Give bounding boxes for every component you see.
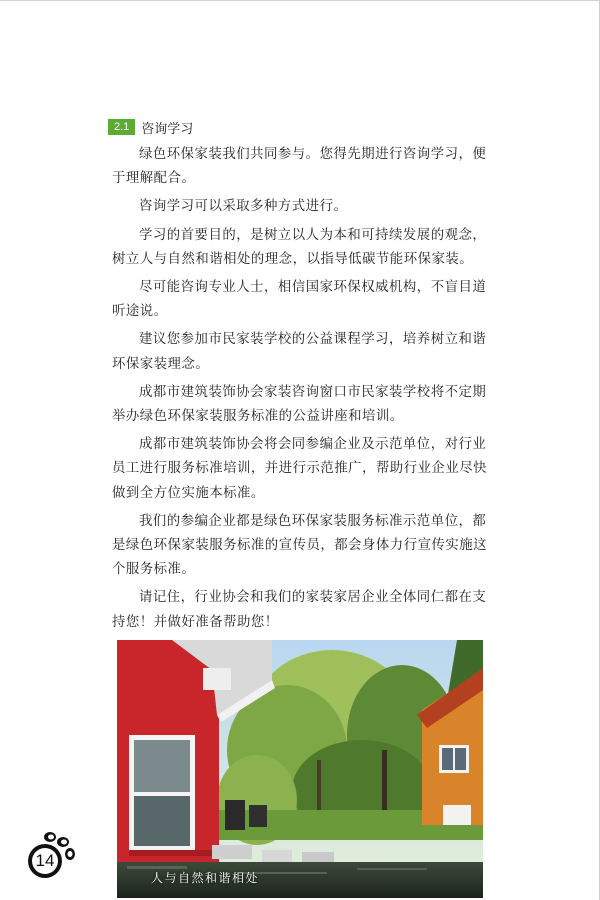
page-number: 14	[35, 851, 55, 870]
paragraph: 绿色环保家装我们共同参与。您得先期进行咨询学习，便于理解配合。	[112, 147, 487, 187]
section-heading	[108, 119, 193, 135]
page-number-badge	[22, 830, 76, 880]
section-title: 咨询学习	[141, 121, 194, 137]
paragraph: 成都市建筑装饰协会将会同参编企业及示范单位，对行业员工进行服务标准培训，并进行示范推广，帮助行业企业尽快做到全方位实施本标准。	[112, 437, 488, 501]
paragraph: 成都市建筑装饰协会家装咨询窗口市民家装学校将不定期举办绿色环保家装服务标准的公益讲座和培训。	[112, 384, 487, 425]
paragraph: 请记住，行业协会和我们的家装家居企业全体同仁都在支持您！并做好准备帮助您！	[112, 590, 487, 630]
photo-caption: 人与自然和谐相处	[151, 871, 260, 885]
paragraph: 咨询学习可以采取多种方式进行。	[139, 199, 348, 215]
paragraph: 建议您参加市民家装学校的公益课程学习，培养树立和谐环保家装理念。	[112, 332, 487, 372]
paragraph: 尽可能咨询专业人士，相信国家环保权威机构，不盲目道听途说。	[112, 280, 487, 320]
paragraph: 学习的首要目的，是树立以人为本和可持续发展的观念，树立人与自然和谐相处的理念，以指导低碳节能环保家装。	[112, 227, 487, 267]
page-border-top	[0, 0, 600, 1]
paragraph: 我们的参编企业都是绿色环保家装服务标准示范单位，都是绿色环保家装服务标准的宣传员，都会身体力行宣传实施这个服务标准。	[112, 513, 488, 578]
garden-house-photo	[117, 640, 483, 898]
section-number-badge: 2.1	[108, 119, 135, 135]
body-text	[112, 143, 494, 639]
